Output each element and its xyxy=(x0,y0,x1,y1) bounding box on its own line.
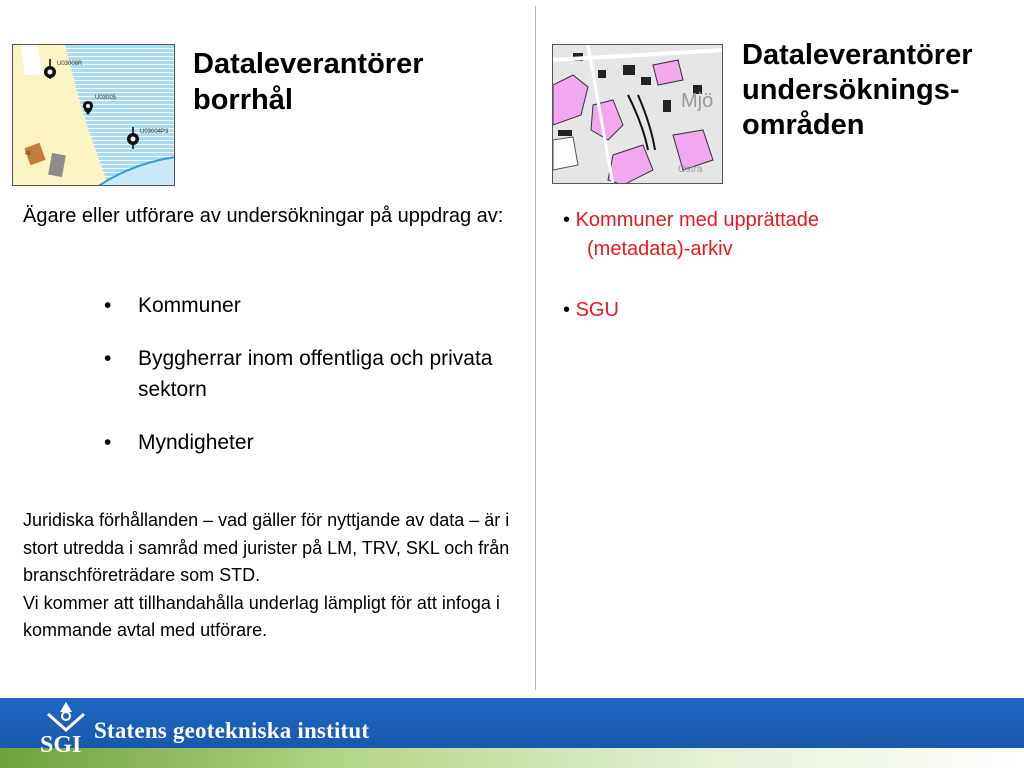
map-label: Östra xyxy=(678,164,703,175)
org-name: Statens geotekniska institut xyxy=(94,718,370,743)
legal-text xyxy=(23,507,523,645)
footer-stripe xyxy=(0,748,1024,768)
list-item-label: Kommuner med upprättade xyxy=(575,209,820,231)
list-item xyxy=(104,427,524,458)
borehole-map-graphic xyxy=(13,45,175,186)
logo-text: SGI xyxy=(40,732,82,758)
bullet-dot: • xyxy=(563,299,571,321)
list-item-label: Kommuner xyxy=(138,294,241,317)
map-label: U03005 xyxy=(95,95,117,101)
bullet-dot: • xyxy=(104,347,112,370)
borehole-title xyxy=(193,46,424,118)
column-divider xyxy=(535,6,536,690)
bullet-dot: • xyxy=(563,209,571,231)
intro-text: Ägare eller utförare av undersökningar på uppdrag av: xyxy=(23,205,504,227)
map-label: 49 xyxy=(25,151,31,157)
borehole-map-thumbnail xyxy=(12,44,175,186)
provider-list xyxy=(563,206,1003,325)
bullet-dot: • xyxy=(104,431,112,454)
title-line: Dataleverantörer xyxy=(742,39,973,71)
survey-area-map-graphic xyxy=(553,45,723,184)
client-list xyxy=(104,290,524,458)
title-line: undersöknings- xyxy=(742,74,960,106)
map-label: U03004P3 xyxy=(140,129,169,135)
legal-paragraph: Vi kommer att tillhandahålla underlag lämpligt för att infoga i kommande avtal med utförare. xyxy=(23,592,500,640)
list-item-label: (metadata)-arkiv xyxy=(587,238,733,260)
list-item xyxy=(104,343,524,405)
list-item xyxy=(563,296,1003,325)
legal-paragraph: Juridiska förhållanden – vad gäller för nyttjande av data – är i stort utredda i samråd med jurister på LM, TRV, SKL och från branschföreträdare som STD. xyxy=(23,510,510,585)
map-label: Mjö xyxy=(681,90,714,112)
list-item-label: Byggherrar inom offentliga och privata sektorn xyxy=(138,347,493,401)
list-item xyxy=(104,290,524,321)
survey-area-title xyxy=(742,38,973,143)
bullet-dot: • xyxy=(104,294,112,317)
sgi-logo-icon xyxy=(38,700,94,760)
title-line: borrhål xyxy=(193,84,293,116)
list-item xyxy=(563,206,1003,264)
title-line: områden xyxy=(742,109,865,141)
title-line: Dataleverantörer xyxy=(193,48,424,80)
map-label: U03008R xyxy=(57,61,83,67)
survey-area-map-thumbnail xyxy=(552,44,723,184)
list-item-label: SGU xyxy=(575,299,619,321)
list-item-label: Myndigheter xyxy=(138,431,254,454)
